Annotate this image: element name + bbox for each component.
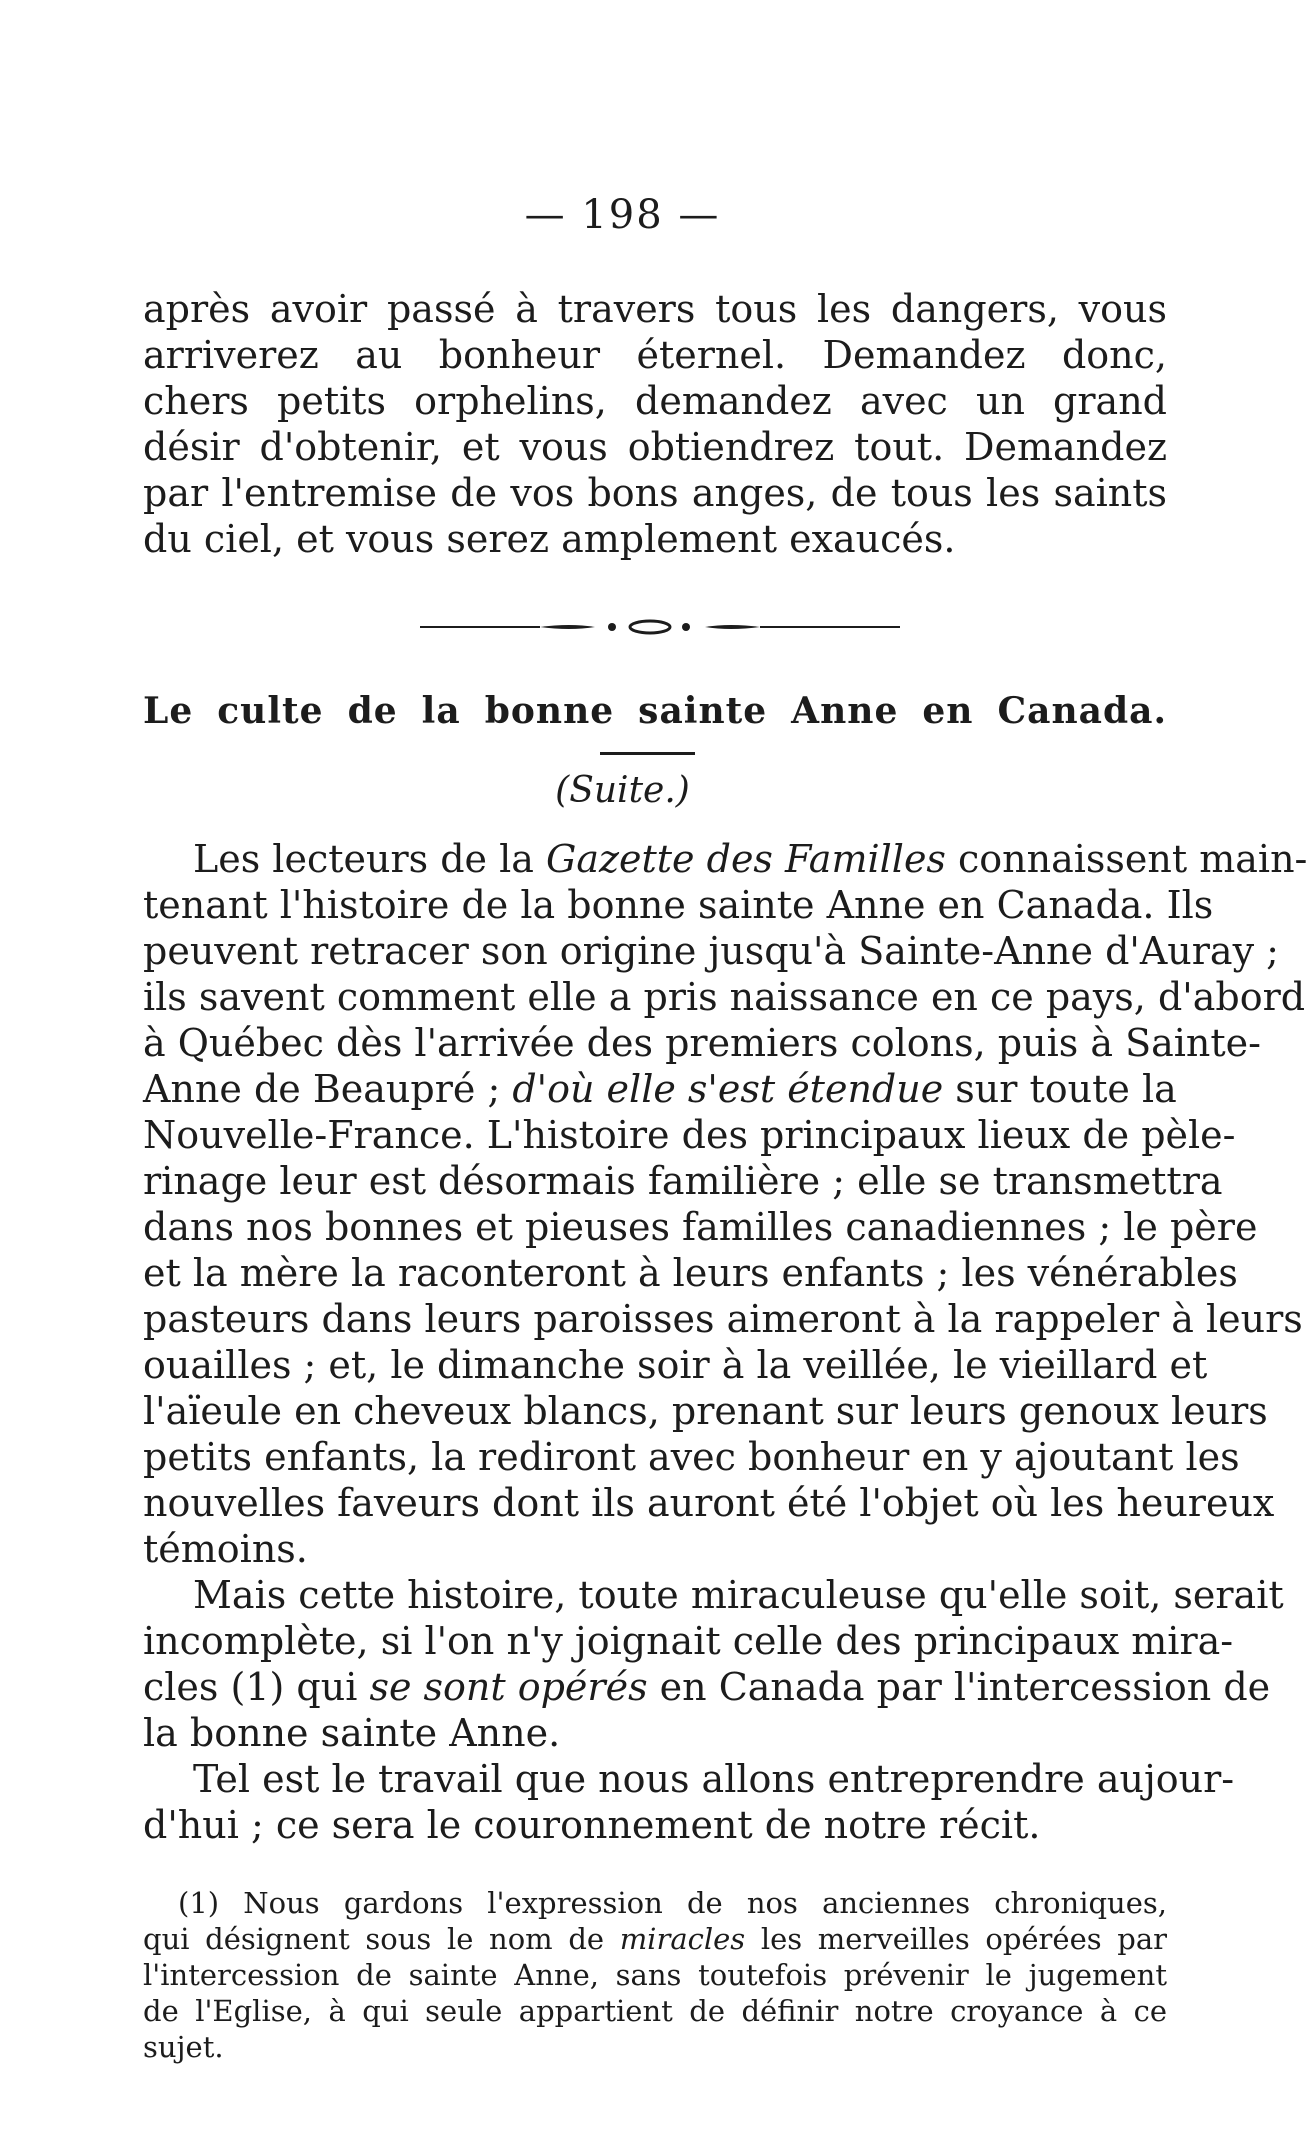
text-line: la bonne sainte Anne. <box>143 1711 561 1755</box>
footnote-line: de l'Eglise, à qui seule appartient de définir notre croyance à ce <box>143 1994 1167 2028</box>
title-rule <box>600 752 695 755</box>
text-line: dans nos bonnes et pieuses familles canadiennes ; le père <box>143 1205 1258 1249</box>
text-line: l'aïeule en cheveux blancs, prenant sur leurs genoux leurs <box>143 1389 1268 1433</box>
text-line: et la mère la raconteront à leurs enfants ; les vénérables <box>143 1251 1238 1295</box>
text-line: cles (1) qui se sont opérés en Canada par l'intercession de <box>143 1665 1271 1709</box>
text-line: rinage leur est désormais familière ; elle se transmettra <box>143 1159 1223 1203</box>
footnote-line: qui désignent sous le nom de miracles les merveilles opérées par <box>143 1922 1167 1956</box>
text-line: Mais cette histoire, toute miraculeuse qu'elle soit, serait <box>193 1573 1284 1617</box>
section-title: Le culte de la bonne sainte Anne en Canada. <box>143 690 1167 732</box>
text-line: à Québec dès l'arrivée des premiers colons, puis à Sainte- <box>143 1021 1261 1065</box>
text-line: pasteurs dans leurs paroisses aimeront à la rappeler à leurs <box>143 1297 1303 1341</box>
text-line: par l'entremise de vos bons anges, de tous les saints <box>143 471 1167 515</box>
text-line: témoins. <box>143 1527 308 1571</box>
footnote-line: sujet. <box>143 2030 224 2064</box>
text-line: désir d'obtenir, et vous obtiendrez tout. Demandez <box>143 425 1167 469</box>
text-line: Nouvelle-France. L'histoire des principaux lieux de pèle- <box>143 1113 1236 1157</box>
text-line: peuvent retracer son origine jusqu'à Sainte-Anne d'Auray ; <box>143 929 1279 973</box>
text-line: ils savent comment elle a pris naissance en ce pays, d'abord <box>143 975 1306 1019</box>
text-line: tenant l'histoire de la bonne sainte Anne en Canada. Ils <box>143 883 1214 927</box>
text-line: du ciel, et vous serez amplement exaucés. <box>143 517 956 561</box>
text-line: petits enfants, la rediront avec bonheur en y ajoutant les <box>143 1435 1240 1479</box>
text-line: Anne de Beaupré ; d'où elle s'est étendue sur toute la <box>143 1067 1177 1111</box>
text-line: nouvelles faveurs dont ils auront été l'objet où les heureux <box>143 1481 1275 1525</box>
section-subtitle: (Suite.) <box>555 770 690 811</box>
text-line: d'hui ; ce sera le couronnement de notre récit. <box>143 1803 1041 1847</box>
ornamental-divider-icon <box>420 615 900 639</box>
text-line: incomplète, si l'on n'y joignait celle des principaux mira- <box>143 1619 1234 1663</box>
text-line: après avoir passé à travers tous les dangers, vous <box>143 287 1167 331</box>
footnote-line: l'intercession de sainte Anne, sans toutefois prévenir le jugement <box>143 1958 1167 1992</box>
text-line: arriverez au bonheur éternel. Demandez donc, <box>143 333 1167 377</box>
text-line: chers petits orphelins, demandez avec un grand <box>143 379 1167 423</box>
text-line: Tel est le travail que nous allons entreprendre aujour- <box>193 1757 1235 1801</box>
page-number: — 198 — <box>524 192 721 238</box>
text-line: ouailles ; et, le dimanche soir à la veillée, le vieillard et <box>143 1343 1208 1387</box>
footnote-line: (1) Nous gardons l'expression de nos anciennes chroniques, <box>178 1886 1167 1920</box>
text-line: Les lecteurs de la Gazette des Familles connaissent main- <box>193 837 1307 881</box>
